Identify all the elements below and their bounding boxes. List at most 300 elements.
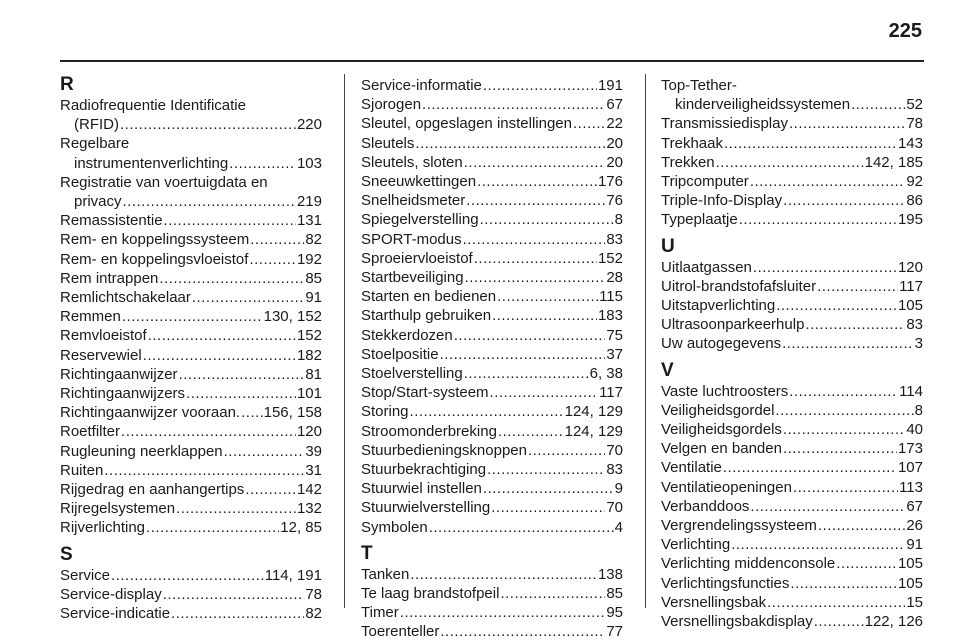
index-entry-line [361, 498, 623, 517]
index-entry-line [661, 191, 923, 210]
index-entry-page-ref: 70 [606, 499, 623, 517]
index-entry-page-ref: 105 [897, 297, 923, 315]
index-entry-term: Versnellingsbakdisplay [661, 613, 813, 631]
index-entry-line [60, 211, 322, 230]
index-entry [361, 422, 623, 441]
index-entry-line [661, 401, 923, 420]
index-entry-page-ref: 8 [914, 401, 923, 419]
index-entry-term: Ventilatie [661, 459, 722, 477]
index-entry-term: Stuurwielverstelling [361, 499, 491, 517]
index-entry-term: Richtingaanwijzer vooraan. [60, 404, 241, 422]
index-entry-line [661, 593, 923, 612]
dot-leader [120, 115, 296, 134]
index-entry-term: instrumentenverlichting [74, 154, 229, 172]
index-entry-line-wrapped [60, 96, 322, 115]
index-entry [361, 460, 623, 479]
index-entry-page-ref: 101 [296, 385, 322, 403]
column-divider-2 [645, 74, 646, 608]
index-entry-line [361, 326, 623, 345]
index-entry [361, 191, 623, 210]
index-entry-term: Storing [361, 403, 409, 421]
dot-leader [753, 258, 897, 277]
index-entry-line [661, 612, 923, 631]
index-entry [361, 584, 623, 603]
index-entry-term: Sleutels, sloten [361, 153, 463, 171]
dot-leader [477, 172, 597, 191]
dot-leader [464, 153, 606, 172]
index-entry-line [661, 134, 923, 153]
dot-leader [186, 384, 296, 403]
index-letter-heading: T [361, 542, 373, 564]
index-entry-page-ref: 39 [305, 442, 322, 460]
index-entry [661, 554, 923, 573]
index-entry [361, 498, 623, 517]
index-entry-page-ref: 37 [606, 345, 623, 363]
index-entry-page-ref: 152 [597, 249, 623, 267]
dot-leader [250, 230, 304, 249]
dot-leader [776, 296, 897, 315]
index-entry-term: Vergrendelingssysteem [661, 517, 817, 535]
index-entry-page-ref: 4 [614, 518, 623, 536]
index-entry-page-ref: 152 [296, 327, 322, 345]
index-entry [361, 383, 623, 402]
index-entry [60, 96, 322, 134]
index-entry [661, 478, 923, 497]
index-letter-heading: S [60, 543, 73, 565]
index-entry-page-ref: 142 [296, 481, 322, 499]
index-entry [361, 345, 623, 364]
index-entry [361, 153, 623, 172]
index-entry-term: Rem intrappen [60, 269, 159, 287]
index-entry-term: Sjorogen [361, 96, 422, 114]
dot-leader [793, 478, 898, 497]
index-entry-term: Uitlaatgassen [661, 258, 752, 276]
dot-leader [750, 497, 905, 516]
index-entry-term: Stuurwiel instellen [361, 480, 482, 498]
index-entry-line [60, 480, 322, 499]
index-entry-line [361, 402, 623, 421]
index-entry-term: Regelbare [60, 135, 130, 153]
index-entry-term: Stuurbekrachtiging [361, 461, 487, 479]
index-entry-line [60, 566, 322, 585]
index-entry-page-ref: 78 [305, 585, 322, 603]
index-entry-term: Trekken [661, 153, 715, 171]
index-entry-line [361, 210, 623, 229]
dot-leader [410, 565, 597, 584]
index-entry [60, 211, 322, 230]
dot-leader [783, 191, 905, 210]
dot-leader [229, 154, 296, 173]
index-entry-line [661, 535, 923, 554]
index-entry [60, 442, 322, 461]
index-entry [661, 574, 923, 593]
dot-leader [104, 461, 304, 480]
index-entry-page-ref: 183 [597, 307, 623, 325]
index-entry-term: Verlichting [661, 536, 731, 554]
dot-leader [179, 365, 305, 384]
index-entry-line [661, 458, 923, 477]
index-entry-line [361, 479, 623, 498]
index-entry [60, 422, 322, 441]
dot-leader [492, 306, 597, 325]
index-entry [361, 287, 623, 306]
index-entry-term: Roetfilter [60, 423, 121, 441]
index-entry [661, 210, 923, 229]
dot-leader [463, 230, 606, 249]
index-entry [661, 76, 923, 114]
index-entry [60, 269, 322, 288]
index-entry [60, 403, 322, 422]
dot-leader [111, 566, 264, 585]
dot-leader [465, 268, 606, 287]
dot-leader [480, 210, 614, 229]
index-entry-term: Transmissiedisplay [661, 115, 788, 133]
index-entry-term: Stoelverstelling [361, 365, 463, 383]
index-entry-page-ref: 192 [296, 250, 322, 268]
index-entry [661, 277, 923, 296]
index-entry [60, 230, 322, 249]
index-entry [60, 346, 322, 365]
index-entry-page-ref: 67 [906, 497, 923, 515]
index-entry-page-ref: 220 [296, 116, 322, 134]
index-entry-term: Remassistentie [60, 212, 163, 230]
index-entry-line [60, 326, 322, 345]
index-entry-page-ref: 85 [606, 585, 623, 603]
dot-leader [121, 422, 296, 441]
dot-leader [464, 364, 589, 383]
index-entry-page-ref: 85 [305, 269, 322, 287]
index-entry [361, 603, 623, 622]
dot-leader [148, 326, 296, 345]
index-entry-line [361, 114, 623, 133]
index-entry-page-ref: 120 [296, 423, 322, 441]
index-entry-page-ref: 105 [897, 555, 923, 573]
index-entry-line [361, 191, 623, 210]
index-entry-page-ref: 138 [597, 565, 623, 583]
index-entry-line [361, 345, 623, 364]
index-entry-page-ref: 9 [614, 480, 623, 498]
index-entry-term: Sneeuwkettingen [361, 173, 477, 191]
index-entry-line-wrapped [60, 134, 322, 153]
index-entry-term: Sleutels [361, 134, 415, 152]
index-entry-page-ref: 114 [899, 382, 923, 400]
dot-leader [440, 622, 605, 641]
dot-leader [767, 593, 905, 612]
index-entry-term: Remmen [60, 308, 121, 326]
dot-leader [783, 439, 897, 458]
index-entry-line [361, 565, 623, 584]
dot-leader [498, 422, 564, 441]
dot-leader [818, 516, 905, 535]
dot-leader [739, 210, 897, 229]
index-entry-line [661, 478, 923, 497]
index-entry-line [361, 153, 623, 172]
index-entry-term: kinderveiligheidssystemen [675, 96, 851, 114]
dot-leader [851, 95, 905, 114]
index-entry [60, 518, 322, 537]
index-entry [661, 516, 923, 535]
index-entry [661, 191, 923, 210]
dot-leader [241, 403, 263, 422]
index-entry-page-ref: 132 [296, 500, 322, 518]
index-entry [60, 499, 322, 518]
index-entry-term: Timer [361, 604, 399, 622]
index-entry-term: Typeplaatje [661, 211, 738, 229]
index-entry-line [661, 554, 923, 573]
page-number: 225 [888, 20, 922, 42]
index-entry-term: Vaste luchtroosters [661, 382, 789, 400]
index-entry-term: Ruiten [60, 461, 104, 479]
dot-leader [422, 95, 605, 114]
dot-leader [146, 518, 279, 537]
dot-leader [440, 345, 606, 364]
dot-leader [750, 172, 906, 191]
index-entry [60, 461, 322, 480]
dot-leader [805, 315, 905, 334]
index-entry-page-ref: 81 [305, 365, 322, 383]
index-entry-line [361, 249, 623, 268]
index-entry-page-ref: 107 [897, 459, 923, 477]
index-entry [661, 401, 923, 420]
index-entry-term: Toerenteller [361, 623, 440, 641]
index-entry [661, 172, 923, 191]
index-entry-page-ref: 76 [606, 192, 623, 210]
dot-leader [789, 114, 905, 133]
dot-leader [724, 134, 897, 153]
index-entry-term: Symbolen [361, 518, 428, 536]
dot-leader [415, 134, 605, 153]
index-entry-line-wrapped [661, 76, 923, 95]
index-entry-term: Verlichtingsfuncties [661, 574, 790, 592]
index-entry-page-ref: 191 [597, 77, 623, 94]
dot-leader [164, 211, 296, 230]
index-entry-page-ref: 117 [899, 277, 923, 295]
index-entry-page-ref: 122, 126 [864, 613, 923, 631]
dot-leader [224, 442, 305, 461]
index-entry-term: Stoelpositie [361, 345, 439, 363]
index-entry-term: Te laag brandstofpeil [361, 585, 500, 603]
index-entry-line [361, 134, 623, 153]
index-entry-line [60, 192, 322, 211]
index-entry [60, 326, 322, 345]
dot-leader [429, 518, 614, 537]
index-entry-page-ref: 82 [305, 605, 322, 623]
index-entry-line [361, 268, 623, 287]
header-rule [60, 60, 924, 62]
index-entry [60, 480, 322, 499]
index-entry-term: Trekhaak [661, 134, 723, 152]
index-entry [361, 249, 623, 268]
index-entry-line [60, 499, 322, 518]
dot-leader [490, 383, 599, 402]
index-entry-term: Rem- en koppelingssysteem [60, 231, 250, 249]
index-entry-line [60, 604, 322, 623]
index-entry-term: Registratie van voertuigdata en [60, 173, 268, 191]
index-entry-page-ref: 173 [897, 440, 923, 458]
dot-leader [500, 584, 605, 603]
index-entry [361, 441, 623, 460]
index-entry [661, 535, 923, 554]
index-entry-term: Stuurbedieningsknoppen [361, 441, 527, 459]
index-entry [661, 134, 923, 153]
index-entry-page-ref: 70 [606, 441, 623, 459]
index-entry [361, 76, 623, 95]
index-entry-line [661, 315, 923, 334]
index-entry-page-ref: 115 [599, 288, 623, 306]
dot-leader [782, 334, 914, 353]
index-entry-line [60, 230, 322, 249]
dot-leader [143, 346, 296, 365]
index-entry-page-ref: 83 [606, 461, 623, 479]
index-entry [361, 402, 623, 421]
index-entry-line [661, 153, 923, 172]
index-entry-line [60, 585, 322, 604]
index-entry-line [661, 574, 923, 593]
index-entry-page-ref: 91 [906, 536, 923, 554]
index-entry-line [361, 518, 623, 537]
index-entry-line [361, 95, 623, 114]
dot-leader [171, 604, 304, 623]
index-entry [60, 384, 322, 403]
index-entry-page-ref: 8 [614, 211, 623, 229]
index-entry-page-ref: 143 [897, 134, 923, 152]
index-entry [60, 134, 322, 172]
index-entry [361, 95, 623, 114]
index-entry [661, 315, 923, 334]
index-entry-line [60, 442, 322, 461]
index-entry-term: Verbanddoos [661, 497, 750, 515]
index-entry-term: Velgen en banden [661, 440, 782, 458]
index-entry [60, 250, 322, 269]
index-entry [661, 439, 923, 458]
index-entry-page-ref: 105 [897, 574, 923, 592]
index-entry-page-ref: 182 [296, 346, 322, 364]
index-entry-term: Sleutel, opgeslagen instellingen [361, 115, 572, 133]
dot-leader [483, 479, 614, 498]
index-entry-page-ref: 120 [897, 258, 923, 276]
index-column-3 [661, 76, 923, 631]
index-entry-line [60, 154, 322, 173]
index-entry-term: Tripcomputer [661, 173, 749, 191]
index-entry-line [661, 334, 923, 353]
index-entry-term: Ventilatieopeningen [661, 478, 792, 496]
index-entry [661, 334, 923, 353]
index-entry-term: Spiegelverstelling [361, 211, 479, 229]
dot-leader [400, 603, 606, 622]
index-entry-page-ref: 156, 158 [263, 404, 322, 422]
index-entry-line [661, 497, 923, 516]
dot-leader [454, 326, 606, 345]
index-entry-term: Top-Tether- [661, 77, 737, 94]
index-entry-term: Startbeveiliging [361, 269, 464, 287]
index-entry-page-ref: 86 [906, 192, 923, 210]
index-entry [661, 497, 923, 516]
index-entry-page-ref: 103 [296, 154, 322, 172]
index-entry-page-ref: 22 [606, 115, 623, 133]
index-entry-line [60, 461, 322, 480]
index-entry-term: Service [60, 566, 111, 584]
index-entry-page-ref: 124, 129 [564, 422, 623, 440]
index-entry-line [60, 422, 322, 441]
index-entry-line [661, 420, 923, 439]
index-entry-term: Snelheidsmeter [361, 192, 466, 210]
index-entry-page-ref: 12, 85 [280, 519, 322, 537]
index-entry [661, 296, 923, 315]
index-entry-line [661, 210, 923, 229]
dot-leader [466, 191, 605, 210]
index-entry-term: Ultrasoonparkeerhulp [661, 316, 805, 334]
index-entry-page-ref: 26 [906, 517, 923, 535]
index-entry-term: Sproeiervloeistof [361, 249, 473, 267]
dot-leader [790, 574, 897, 593]
index-entry-page-ref: 3 [914, 335, 923, 353]
index-entry [661, 153, 923, 172]
index-entry-page-ref: 124, 129 [564, 403, 623, 421]
index-entry-page-ref: 83 [606, 230, 623, 248]
index-entry-line [361, 622, 623, 641]
index-entry [361, 114, 623, 133]
index-entry-page-ref: 130, 152 [263, 308, 322, 326]
index-entry-term: Richtingaanwijzer [60, 365, 178, 383]
dot-leader [192, 288, 304, 307]
index-entry-term: privacy [74, 193, 122, 211]
index-entry-line [661, 296, 923, 315]
index-entry-page-ref: 91 [305, 289, 322, 307]
index-entry-term: (RFID) [74, 116, 119, 134]
index-entry-term: Versnellingsbak [661, 593, 767, 611]
index-entry-page-ref: 52 [906, 96, 923, 114]
index-entry [361, 268, 623, 287]
dot-leader [731, 535, 905, 554]
index-entry [661, 420, 923, 439]
index-entry-term: Triple-Info-Display [661, 192, 783, 210]
index-entry [60, 585, 322, 604]
index-entry-page-ref: 92 [906, 173, 923, 191]
dot-leader [836, 554, 897, 573]
index-entry [361, 622, 623, 641]
index-entry-term: Service-display [60, 585, 162, 603]
column-divider-1 [344, 74, 345, 608]
index-entry [361, 326, 623, 345]
dot-leader [723, 458, 897, 477]
index-entry [60, 604, 322, 623]
index-entry-line [361, 460, 623, 479]
index-column-1 [60, 76, 322, 623]
index-entry-line [60, 384, 322, 403]
index-entry-page-ref: 31 [305, 461, 322, 479]
dot-leader [573, 114, 605, 133]
index-entry [661, 612, 923, 631]
index-entry-page-ref: 78 [906, 115, 923, 133]
index-entry-page-ref: 114, 191 [264, 566, 322, 584]
index-entry [361, 210, 623, 229]
dot-leader [249, 250, 296, 269]
dot-leader [497, 287, 598, 306]
index-entry-term: Richtingaanwijzers [60, 385, 186, 403]
index-entry-term: Uitrol-brandstofafsluiter [661, 277, 817, 295]
index-entry-line [60, 115, 322, 134]
index-entry [661, 114, 923, 133]
index-letter-heading: R [60, 74, 74, 95]
index-entry-page-ref: 77 [606, 623, 623, 641]
index-entry-page-ref: 113 [899, 478, 923, 496]
index-entry [60, 365, 322, 384]
index-entry-term: SPORT-modus [361, 230, 462, 248]
index-entry-term: Uitstapverlichting [661, 297, 776, 315]
dot-leader [410, 402, 564, 421]
index-entry-term: Stop/Start-systeem [361, 384, 489, 402]
index-entry [361, 134, 623, 153]
